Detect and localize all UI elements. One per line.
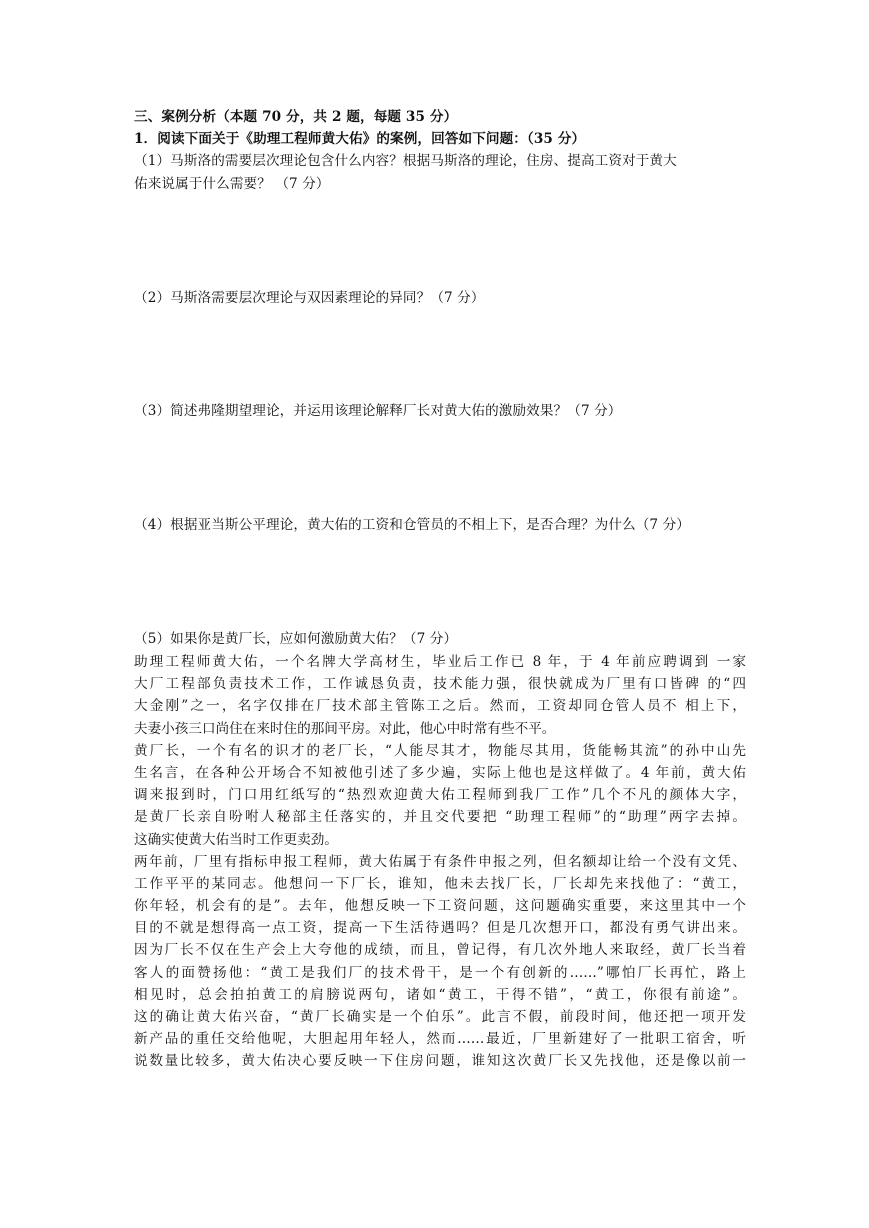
case-line: 调来报到时，门口用红纸写的“热烈欢迎黄大佑工程师到我厂工作”几个不凡的颜体大字， (134, 787, 746, 804)
question-3: （3）简述弗隆期望理论，并运用该理论解释厂长对黄大佑的激励效果？（7 分） (134, 403, 622, 419)
case-line: 客人的面赞扬他：“黄工是我们厂的技术骨干，是一个有创新的……”哪怕厂长再忙，路上 (134, 964, 746, 981)
case-line: 你年轻，机会有的是”。去年，他想反映一下工资问题，这问题确实重要，来这里其中一个 (134, 898, 746, 915)
case-line: 目的不就是想得高一点工资，提高一下生活待遇吗？但是几次想开口，都没有勇气讲出来。 (134, 920, 746, 937)
case-line: 是黄厂长亲自吩咐人秘部主任落实的，并且交代要把 “助理工程师”的“助理”两字去掉。 (134, 809, 746, 826)
case-line: 生名言，在各种公开场合不知被他引述了多少遍，实际上他也是这样做了。4 年前，黄大佑 (134, 764, 746, 781)
question-4: （4）根据亚当斯公平理论，黄大佑的工资和仓管员的不相上下，是否合理？为什么（7 分） (134, 517, 690, 533)
case-line: 助理工程师黄大佑，一个名牌大学高材生，毕业后工作已 8 年，于 4 年前应聘调到 一家 (134, 654, 746, 670)
case-line: 新产品的重任交给他呢，大胆起用年轻人，然而……最近，厂里新建好了一批职工宿舍，听 (134, 1031, 746, 1048)
case-line: 这的确让黄大佑兴奋，“黄厂长确实是一个伯乐”。此言不假，前段时间，他还把一项开发 (134, 1009, 746, 1025)
case-line: 相见时，总会拍拍黄工的肩膀说两句，诸如“黄工，干得不错”，“黄工，你很有前途”。 (134, 986, 746, 1003)
case-line: 大金刚”之一，名字仅排在厂技术部主管陈工之后。然而，工资却同仓管人员不 相上下， (134, 698, 746, 715)
case-line: 因为厂长不仅在生产会上大夸他的成绩，而且，曾记得，有几次外地人来取经，黄厂长当着 (134, 942, 746, 959)
case-line: 说数量比较多，黄大佑决心要反映一下住房问题，谁知这次黄厂长又先找他，还是像以前一 (134, 1053, 746, 1070)
case-line: 大厂工程部负责技术工作，工作诚恳负责，技术能力强，很快就成为厂里有口皆碑 的“四 (134, 676, 746, 693)
case-line: 黄厂长，一个有名的识才的老厂长，“人能尽其才，物能尽其用，货能畅其流”的孙中山先 (134, 742, 746, 759)
question-1-line-2: 佑来说属于什么需要？ （7 分） (134, 176, 330, 192)
question-2: （2）马斯洛需要层次理论与双因素理论的异同？（7 分） (134, 290, 485, 306)
case-line: 夫妻小孩三口尚住在来时住的那间平房。对此，他心中时常有些不平。 (134, 720, 556, 737)
case-line: 这确实使黄大佑当时工作更卖劲。 (134, 831, 338, 848)
case-line: 工作平平的某同志。他想问一下厂长，谁知，他未去找厂长，厂长却先来找他了：“黄工， (134, 875, 746, 892)
question-5: （5）如果你是黄厂长，应如何激励黄大佑？（7 分） (134, 631, 458, 647)
section-title: 三、案例分析（本题 70 分，共 2 题，每题 35 分） (134, 109, 458, 125)
case-title: 1．阅读下面关于《助理工程师黄大佑》的案例，回答如下问题：（35 分） (134, 131, 586, 147)
question-1-line-1: （1）马斯洛的需要层次理论包含什么内容？根据马斯洛的理论，住房、提高工资对于黄大 (134, 153, 677, 169)
case-text (134, 651, 746, 1073)
case-line: 两年前，厂里有指标申报工程师，黄大佑属于有条件申报之列，但名额却让给一个没有文凭、 (134, 853, 746, 870)
